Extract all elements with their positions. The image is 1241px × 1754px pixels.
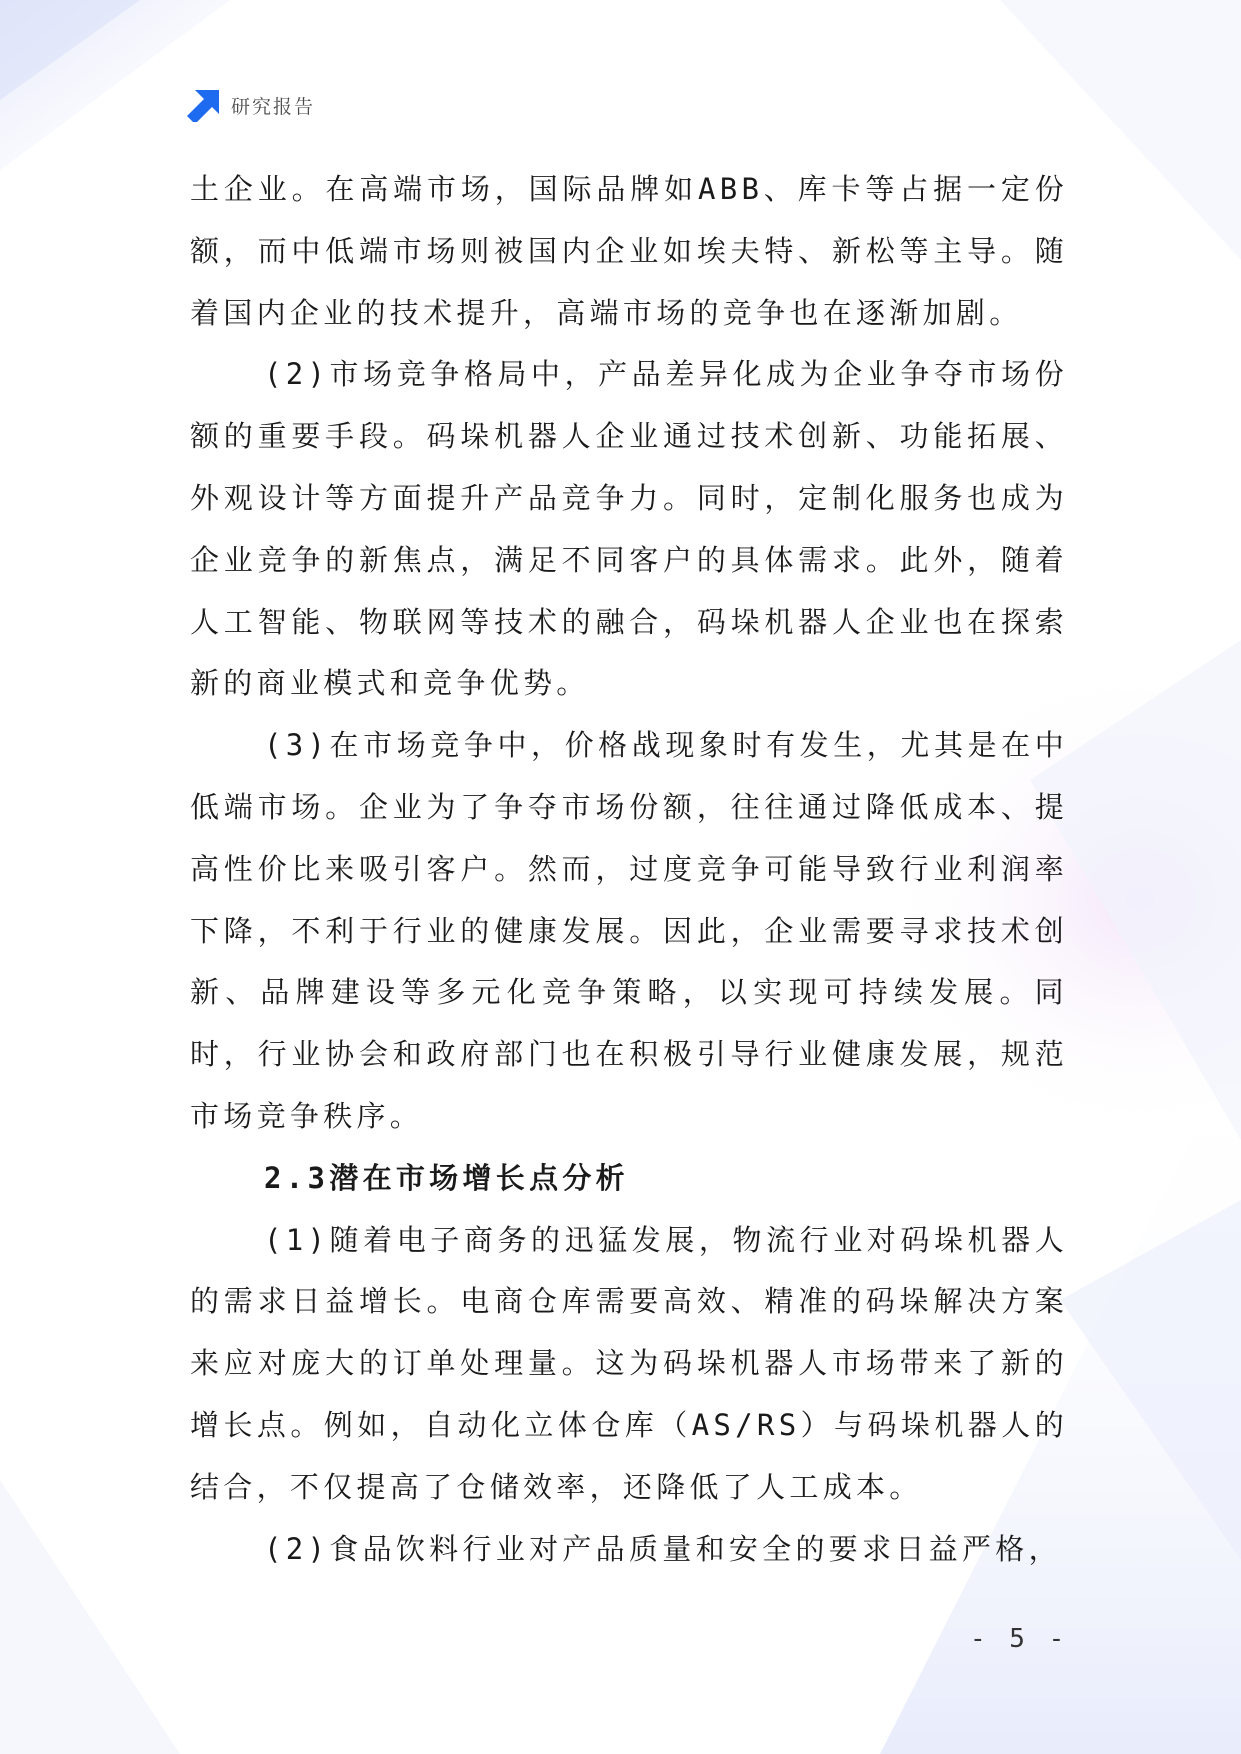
section-heading: 2.3潜在市场增长点分析 [264,1160,629,1195]
paragraph: (2)市场竞争格局中，产品差异化成为企业争夺市场份额的重要手段。码垛机器人企业通过技术创新、功能拓展、外观设计等方面提升产品竞争力。同时，定制化服务也成为企业竞争的新焦点，满足不同客户的具体需求。此外，随着人工智能、物联网等技术的融合，码垛机器人企业也在探索新的商业模式和竞争优势。 [190,357,1068,701]
paragraph: (3)在市场竞争中，价格战现象时有发生，尤其是在中低端市场。企业为了争夺市场份额，往往通过降低成本、提高性价比来吸引客户。然而，过度竞争可能导致行业利润率下降，不利于行业的健康发展。因此，企业需要寻求技术创新、品牌建设等多元化竞争策略，以实现可持续发展。同时，行业协会和政府部门也在积极引导行业健康发展，规范市场竞争秩序。 [190,728,1068,1133]
document-body [190,159,1068,1580]
header-title: 研究报告 [231,95,316,118]
report-header [187,88,315,122]
paragraph: (1)随着电子商务的迅猛发展，物流行业对码垛机器人的需求日益增长。电商仓库需要高效、精准的码垛解决方案来应对庞大的订单处理量。这为码垛机器人市场带来了新的增长点。例如，自动化立体仓库（AS/RS）与码垛机器人的结合，不仅提高了仓储效率，还降低了人工成本。 [190,1222,1068,1504]
page-number: - 5 - [970,1624,1069,1654]
paragraph: (2)食品饮料行业对产品质量和安全的要求日益严格， [264,1531,1062,1566]
paragraph-continuation: 土企业。在高端市场，国际品牌如ABB、库卡等占据一定份额，而中低端市场则被国内企业如埃夫特、新松等主导。随着国内企业的技术提升，高端市场的竞争也在逐渐加剧。 [190,172,1068,330]
arrow-up-right-icon [187,88,221,122]
